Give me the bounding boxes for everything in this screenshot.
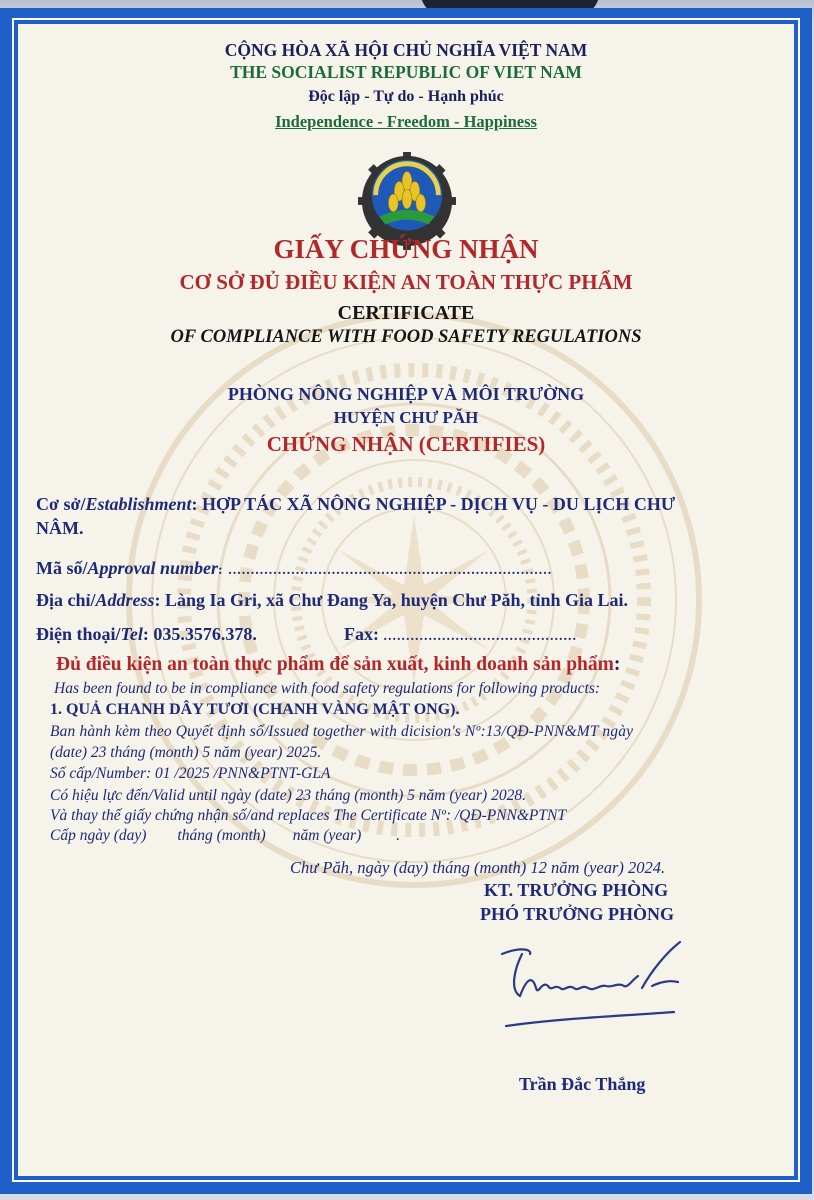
issuer-district: HUYỆN CHƯ PĂH [333,408,479,427]
country-name-en: THE SOCIALIST REPUBLIC OF VIET NAM [230,62,582,82]
valid-until-line: Có hiệu lực đến/Valid until ngày (date) 23 tháng (month) 5 năm (year) 2028. [50,787,526,804]
phone-label-vi: Điện thoại/ [36,624,121,644]
decision-line-1: Ban hành kèm theo Quyết định số/Issued together with dicision's Nº:13/QĐ-PNN&MT ngày [50,723,634,740]
certificate-subtitle-vi: CƠ SỞ ĐỦ ĐIỀU KIỆN AN TOÀN THỰC PHẨM [179,270,633,294]
decision-line-2: (date) 23 tháng (month) 5 năm (year) 2025. [50,744,322,761]
place-date: Chư Păh, ngày (day) tháng (month) 12 năm (year) 2024. [290,858,666,877]
fax-label: Fax: [344,624,384,644]
establishment-label-vi: Cơ sở/ [36,494,86,514]
issued-date-line: Cấp ngày (day) tháng (month) năm (year) . [50,827,400,844]
compliance-statement-vi [56,654,620,676]
certificate-subtitle-en: OF COMPLIANCE WITH FOOD SAFETY REGULATIONS [170,327,642,347]
signer-title-1: KT. TRƯỞNG PHÒNG [484,880,669,900]
establishment-label-en: Establishment [85,494,192,514]
certifies-heading: CHỨNG NHẬN (CERTIFIES) [266,432,546,456]
approval-row [36,558,552,579]
country-name-vi: CỘNG HÒA XÃ HỘI CHỦ NGHĨA VIỆT NAM [224,40,588,60]
address-label-vi: Địa chỉ/ [36,590,96,610]
phone-value: : 035.3576.378. [142,624,257,644]
number-line: Số cấp/Number: 01 /2025 /PNN&PTNT-GLA [50,765,331,782]
compliance-statement-en: Has been found to be in compliance with food safety regulations for following products: [54,680,601,697]
approval-value: : ........................................................................ [218,563,553,578]
certificate-paper [12,18,800,1182]
certificate-title-vi: GIẤY CHỨNG NHẬN [273,234,539,264]
establishment-value: : HỢP TÁC XÃ NÔNG NGHIỆP - DỊCH VỤ - DU LỊCH CHƯ [191,494,676,514]
fax-value: ........................................... [383,629,577,644]
address-row [36,590,628,611]
establishment-value-cont: NÂM. [36,518,84,538]
address-label-en: Address [95,590,155,610]
signer-name: Trần Đắc Thắng [519,1074,646,1094]
compliance-statement-text: Đủ điều kiện an toàn thực phẩm để sản xuất, kinh doanh sản phẩm [56,654,614,675]
phone-label-en: Tel [120,624,143,644]
product-item: 1. QUẢ CHANH DÂY TƯƠI (CHANH VÀNG MẬT ONG). [50,701,460,718]
motto-vi: Độc lập - Tự do - Hạnh phúc [308,88,504,105]
certificate-frame [0,8,812,1194]
handwritten-signature-icon [492,940,702,1050]
signer-title-2: PHÓ TRƯỞNG PHÒNG [480,904,675,924]
compliance-statement-colon: : [613,654,621,675]
replaces-line: Và thay thế giấy chứng nhận số/and replaces The Certificate Nº: /QĐ-PNN&PTNT [50,807,566,824]
issuer-office: PHÒNG NÔNG NGHIỆP VÀ MÔI TRƯỜNG [227,384,585,404]
fax-row [344,624,577,645]
address-value: : Làng Ia Gri, xã Chư Đang Ya, huyện Chư Păh, tỉnh Gia Lai. [154,590,629,610]
motto-en: Independence - Freedom - Happiness [275,112,537,131]
approval-label-vi: Mã số/ [36,558,88,578]
approval-label-en: Approval number [87,558,219,578]
phone-row [36,624,257,645]
certificate-title-en: CERTIFICATE [337,302,475,324]
establishment-row [36,494,675,515]
